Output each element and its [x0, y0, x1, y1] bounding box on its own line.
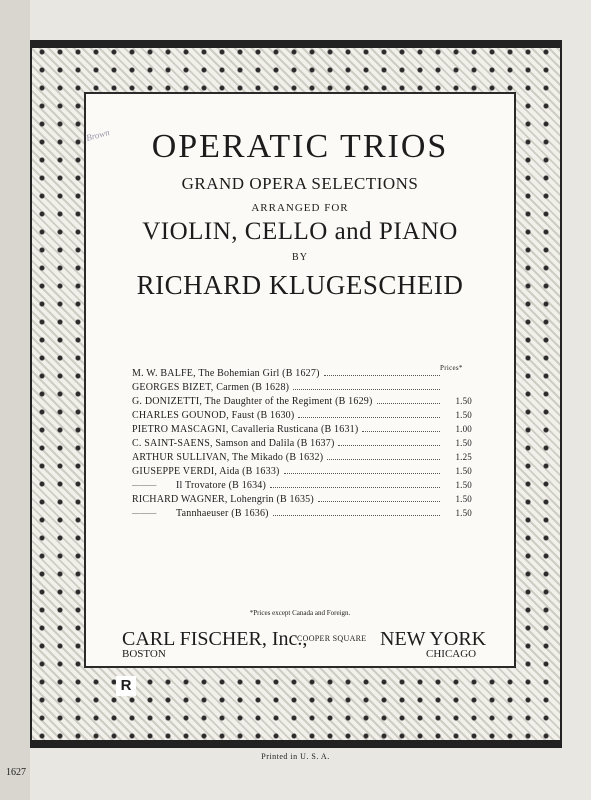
arranged-for-label: ARRANGED FOR [251, 202, 349, 214]
work-price: 1.50 [455, 508, 472, 518]
instrumentation: VIOLIN, CELLO and PIANO [142, 218, 458, 245]
leader-dots [284, 472, 440, 474]
cover-subtitle: GRAND OPERA SELECTIONS [181, 174, 419, 193]
work-label: C. SAINT-SAENS, Samson and Dalila (B 1637) [132, 438, 335, 449]
by-label: BY [292, 252, 308, 263]
work-price: 1.25 [455, 452, 472, 462]
work-label: ARTHUR SULLIVAN, The Mikado (B 1632) [132, 452, 324, 463]
work-price: 1.50 [455, 480, 472, 490]
printed-in-usa: Printed in U. S. A. [261, 752, 330, 761]
list-item [132, 508, 472, 522]
work-label: ——— Tannhaeuser (B 1636) [132, 508, 269, 519]
leader-dots [298, 416, 440, 418]
list-item [132, 466, 472, 480]
work-label: GEORGES BIZET, Carmen (B 1628) [132, 382, 290, 393]
list-item [132, 382, 472, 396]
list-item [132, 480, 472, 494]
work-price: 1.50 [455, 410, 472, 420]
list-item [132, 368, 472, 382]
leader-dots [318, 500, 440, 502]
work-label: PIETRO MASCAGNI, Cavalleria Rusticana (B 1631) [132, 424, 359, 435]
list-item [132, 452, 472, 466]
publisher-mark: R [116, 676, 136, 696]
publisher-city-right: CHICAGO [426, 648, 477, 660]
work-price: 1.50 [455, 396, 472, 406]
leader-dots [273, 514, 440, 516]
work-label: RICHARD WAGNER, Lohengrin (B 1635) [132, 494, 314, 505]
work-price: 1.50 [455, 466, 472, 476]
publisher-city-main: NEW YORK [380, 628, 487, 650]
list-item [132, 410, 472, 424]
leader-dots [377, 402, 440, 404]
price-footnote: *Prices except Canada and Foreign. [249, 609, 351, 617]
list-item [132, 396, 472, 410]
price-list [132, 368, 472, 522]
catalog-number: 1627 [6, 767, 26, 778]
work-price: 1.50 [455, 494, 472, 504]
work-label: CHARLES GOUNOD, Faust (B 1630) [132, 410, 295, 421]
leader-dots [362, 430, 440, 432]
leader-dots [338, 444, 440, 446]
prices-header: Prices* [440, 364, 463, 372]
leader-dots [270, 486, 440, 488]
list-item [132, 494, 472, 508]
cover-title: OPERATIC TRIOS [151, 128, 449, 165]
work-price: 1.00 [455, 424, 472, 434]
publisher-city-left: BOSTON [122, 648, 166, 660]
handwritten-note: Brown [85, 127, 111, 143]
publisher-name: CARL FISCHER, Inc., [122, 628, 308, 650]
leader-dots [324, 374, 440, 376]
leader-dots [327, 458, 440, 460]
work-label: G. DONIZETTI, The Daughter of the Regiment (B 1629) [132, 396, 373, 407]
arranger-name: RICHARD KLUGESCHEID [136, 270, 464, 300]
list-item [132, 438, 472, 452]
work-price: 1.50 [455, 438, 472, 448]
work-label: GIUSEPPE VERDI, Aida (B 1633) [132, 466, 280, 477]
work-label: M. W. BALFE, The Bohemian Girl (B 1627) [132, 368, 320, 379]
leader-dots [293, 388, 440, 390]
work-label: ——— Il Trovatore (B 1634) [132, 480, 266, 491]
list-item [132, 424, 472, 438]
paper-edge [0, 0, 30, 800]
publisher-address: COOPER SQUARE [297, 634, 367, 643]
